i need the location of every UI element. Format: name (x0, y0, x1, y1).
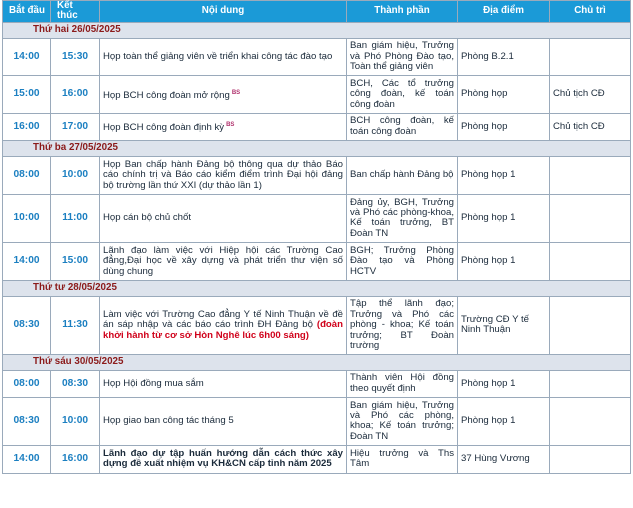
event-members: Hiệu trưởng và Ths Tâm (347, 445, 458, 473)
start-time: 16:00 (3, 113, 51, 140)
header-members: Thành phần (347, 1, 458, 23)
event-place: Phòng B.2.1 (458, 38, 550, 75)
event-members: BCH, Các tổ trưởng công đoàn, kế toán công đoàn (347, 75, 458, 113)
event-place: Phòng họp 1 (458, 242, 550, 280)
table-row (3, 113, 631, 140)
event-place: Phòng họp 1 (458, 397, 550, 445)
header-row (3, 1, 631, 23)
table-row (3, 75, 631, 113)
event-chair (550, 370, 631, 397)
header-end: Kết thúc (51, 1, 100, 23)
start-time: 08:30 (3, 397, 51, 445)
start-time: 08:30 (3, 296, 51, 354)
table-row (3, 242, 631, 280)
event-content: Lãnh đạo làm việc với Hiệp hội các Trường Cao đẳng,Đại học về xây dựng và phát triển thư viện số dùng chung (100, 242, 347, 280)
day-label: Thứ hai 26/05/2025 (3, 22, 631, 38)
event-members: Tập thể lãnh đạo; Trưởng và Phó các phòng - khoa; Kế toán trưởng; BT Đoàn trường (347, 296, 458, 354)
start-time: 14:00 (3, 445, 51, 473)
event-content: Họp toàn thể giảng viên về triển khai công tác đào tạo (100, 38, 347, 75)
day-label: Thứ ba 27/05/2025 (3, 140, 631, 156)
event-place: Phòng họp 1 (458, 370, 550, 397)
event-place: Phòng họp (458, 113, 550, 140)
end-time: 11:00 (51, 194, 100, 242)
event-place: Phòng họp 1 (458, 156, 550, 194)
event-content: Họp Ban chấp hành Đảng bộ thông qua dự thảo Báo cáo chính trị và Báo cáo kiểm điểm trình Đại hội đảng bộ trường lần thứ XXI (dự thảo lần 1) (100, 156, 347, 194)
table-row (3, 445, 631, 473)
start-time: 08:00 (3, 156, 51, 194)
start-time: 14:00 (3, 38, 51, 75)
table-row (3, 397, 631, 445)
end-time: 16:00 (51, 445, 100, 473)
event-chair (550, 397, 631, 445)
event-place: 37 Hùng Vương (458, 445, 550, 473)
header-chair: Chủ trì (550, 1, 631, 23)
event-content: Họp cán bộ chủ chốt (100, 194, 347, 242)
event-content (100, 75, 347, 113)
day-row (3, 280, 631, 296)
end-time: 16:00 (51, 75, 100, 113)
start-time: 08:00 (3, 370, 51, 397)
event-members: BCH công đoàn, kế toán công đoàn (347, 113, 458, 140)
end-time: 15:30 (51, 38, 100, 75)
event-chair (550, 38, 631, 75)
schedule-table (2, 0, 631, 474)
event-members: BGH; Trưởng Phòng Đào tạo và Phòng HCTV (347, 242, 458, 280)
event-place: Phòng họp (458, 75, 550, 113)
end-time: 15:00 (51, 242, 100, 280)
end-time: 08:30 (51, 370, 100, 397)
event-chair (550, 296, 631, 354)
header-content: Nội dung (100, 1, 347, 23)
event-place: Phòng họp 1 (458, 194, 550, 242)
header-place: Địa điểm (458, 1, 550, 23)
day-label: Thứ sáu 30/05/2025 (3, 354, 631, 370)
event-chair: Chủ tịch CĐ (550, 113, 631, 140)
event-content: Họp Hội đồng mua sắm (100, 370, 347, 397)
table-row (3, 296, 631, 354)
event-members: Đảng ủy, BGH, Trưởng và Phó các phòng-khoa, Kế toán trưởng, BT Đoàn TN (347, 194, 458, 242)
end-time: 17:00 (51, 113, 100, 140)
event-chair (550, 242, 631, 280)
supplement-badge: BS (226, 122, 235, 129)
event-members: Ban giám hiệu, Trưởng và Phó các phòng, khoa; Kế toán trưởng; Đoàn TN (347, 397, 458, 445)
table-row (3, 370, 631, 397)
event-members: Ban giám hiệu, Trưởng và Phó Phòng Đào tạo, Toàn thể giảng viên (347, 38, 458, 75)
event-chair (550, 156, 631, 194)
event-content: Lãnh đạo dự tập huấn hướng dẫn cách thức xây dựng đề xuất nhiệm vụ KH&CN cấp tỉnh năm 2025 (100, 445, 347, 473)
event-content (100, 113, 347, 140)
day-label: Thứ tư 28/05/2025 (3, 280, 631, 296)
event-members: Ban chấp hành Đảng bộ (347, 156, 458, 194)
table-row (3, 38, 631, 75)
supplement-badge: BS (231, 89, 241, 96)
day-row (3, 22, 631, 38)
event-content-text: Làm việc với Trường Cao đẳng Y tế Ninh Thuận về đề án sáp nhập và các báo cáo trình ĐH Đảng bộ (103, 308, 343, 331)
event-content: Họp giao ban công tác tháng 5 (100, 397, 347, 445)
event-content (100, 296, 347, 354)
event-members: Thành viên Hội đồng theo quyết định (347, 370, 458, 397)
start-time: 15:00 (3, 75, 51, 113)
event-place: Trường CĐ Y tế Ninh Thuận (458, 296, 550, 354)
event-content-text: Họp BCH công đoàn mở rộng (103, 89, 230, 101)
end-time: 11:30 (51, 296, 100, 354)
day-row (3, 354, 631, 370)
table-row (3, 194, 631, 242)
event-chair (550, 194, 631, 242)
event-chair (550, 445, 631, 473)
start-time: 10:00 (3, 194, 51, 242)
start-time: 14:00 (3, 242, 51, 280)
day-row (3, 140, 631, 156)
table-row (3, 156, 631, 194)
departure-note: (đoàn khởi hành từ cơ sở Hòn Nghê lúc 6h00 sáng) (103, 319, 343, 341)
end-time: 10:00 (51, 156, 100, 194)
event-chair: Chủ tịch CĐ (550, 75, 631, 113)
header-start: Bắt đầu (3, 1, 51, 23)
end-time: 10:00 (51, 397, 100, 445)
event-content-text: Họp BCH công đoàn định kỳ (103, 122, 225, 134)
